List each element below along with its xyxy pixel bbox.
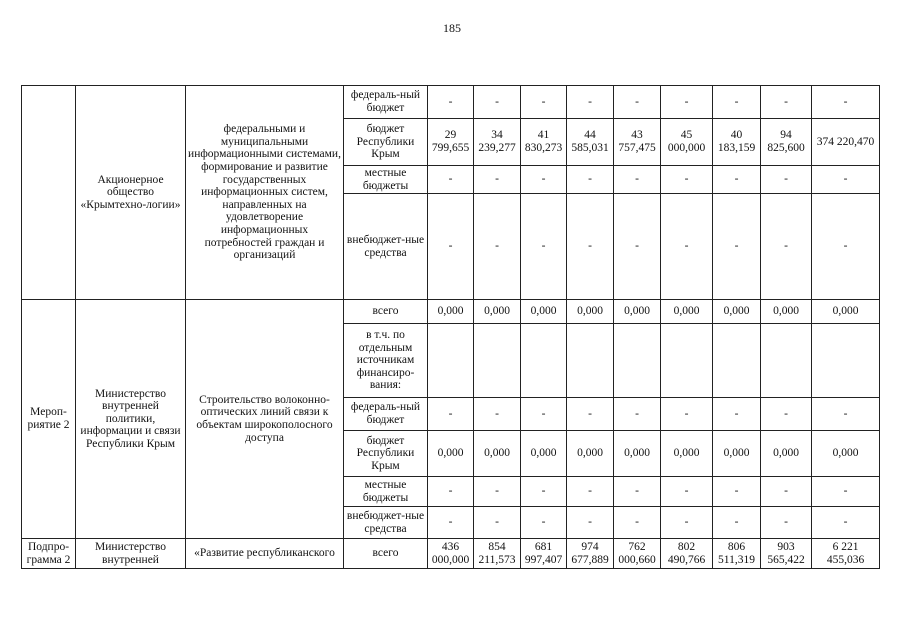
value-cell: 0,000 <box>761 300 812 324</box>
table-row <box>22 300 880 324</box>
value-cell <box>521 324 567 398</box>
source-cell: местные бюджеты <box>344 166 428 194</box>
value-cell: 0,000 <box>428 300 474 324</box>
value-cell: 0,000 <box>614 431 661 477</box>
value-cell: - <box>521 194 567 300</box>
value-cell: - <box>474 166 521 194</box>
value-cell: - <box>567 166 614 194</box>
value-cell: - <box>812 507 880 539</box>
value-cell: - <box>713 507 761 539</box>
value-cell: 806 511,319 <box>713 539 761 569</box>
value-cell: - <box>614 86 661 119</box>
value-cell: 0,000 <box>661 431 713 477</box>
table-row <box>22 539 880 569</box>
value-cell <box>812 324 880 398</box>
source-cell: всего <box>344 539 428 569</box>
item-cell <box>22 86 76 300</box>
budget-table <box>21 85 880 569</box>
value-cell: 44 585,031 <box>567 119 614 166</box>
description-cell: «Развитие республиканского <box>186 539 344 569</box>
source-cell: бюджет Республики Крым <box>344 431 428 477</box>
value-cell: 45 000,000 <box>661 119 713 166</box>
value-cell: 29 799,655 <box>428 119 474 166</box>
source-cell: бюджет Республики Крым <box>344 119 428 166</box>
description-cell: федеральными и муниципальными информационными системами, формирование и развитие государственных информационных систем, направленных на удовлетворение информационных потребностей граждан и организаций <box>186 86 344 300</box>
value-cell: - <box>567 477 614 507</box>
value-cell: - <box>661 398 713 431</box>
page-number: 185 <box>443 21 461 35</box>
value-cell: - <box>521 86 567 119</box>
value-cell: - <box>614 166 661 194</box>
value-cell: - <box>812 477 880 507</box>
value-cell: 0,000 <box>521 300 567 324</box>
value-cell: - <box>567 398 614 431</box>
value-cell: - <box>428 166 474 194</box>
value-cell: 0,000 <box>761 431 812 477</box>
value-cell: 6 221 455,036 <box>812 539 880 569</box>
value-cell <box>428 324 474 398</box>
source-cell: внебюджет-ные средства <box>344 507 428 539</box>
value-cell: - <box>521 477 567 507</box>
source-cell: внебюджет-ные средства <box>344 194 428 300</box>
value-cell: - <box>614 194 661 300</box>
value-cell: - <box>614 507 661 539</box>
value-cell: 0,000 <box>474 431 521 477</box>
value-cell: 0,000 <box>521 431 567 477</box>
value-cell: - <box>661 166 713 194</box>
responsible-cell: Акционерное общество «Крымтехно-логии» <box>76 86 186 300</box>
table-row <box>22 86 880 119</box>
value-cell: - <box>761 194 812 300</box>
value-cell: - <box>761 398 812 431</box>
value-cell: - <box>474 477 521 507</box>
responsible-cell: Министерство внутренней политики, информации и связи Республики Крым <box>76 300 186 539</box>
source-cell: федераль-ный бюджет <box>344 86 428 119</box>
value-cell: - <box>661 477 713 507</box>
value-cell: 41 830,273 <box>521 119 567 166</box>
value-cell: 0,000 <box>661 300 713 324</box>
value-cell: - <box>713 166 761 194</box>
item-cell: Подпро-грамма 2 <box>22 539 76 569</box>
value-cell: - <box>661 86 713 119</box>
value-cell: 0,000 <box>614 300 661 324</box>
value-cell: 903 565,422 <box>761 539 812 569</box>
source-cell: в т.ч. по отдельным источникам финансиро-вания: <box>344 324 428 398</box>
value-cell: - <box>614 398 661 431</box>
value-cell: - <box>661 194 713 300</box>
value-cell: 0,000 <box>713 300 761 324</box>
value-cell: - <box>474 86 521 119</box>
value-cell: - <box>428 398 474 431</box>
value-cell: - <box>761 166 812 194</box>
value-cell: - <box>567 86 614 119</box>
source-cell: всего <box>344 300 428 324</box>
value-cell: - <box>521 166 567 194</box>
value-cell: - <box>474 398 521 431</box>
value-cell: - <box>567 507 614 539</box>
value-cell: 94 825,600 <box>761 119 812 166</box>
value-cell: - <box>812 86 880 119</box>
value-cell: 374 220,470 <box>812 119 880 166</box>
value-cell: - <box>713 398 761 431</box>
value-cell: - <box>428 86 474 119</box>
value-cell <box>661 324 713 398</box>
value-cell: - <box>474 507 521 539</box>
value-cell: - <box>567 194 614 300</box>
value-cell <box>614 324 661 398</box>
value-cell: - <box>521 398 567 431</box>
value-cell: - <box>713 477 761 507</box>
value-cell: 40 183,159 <box>713 119 761 166</box>
value-cell <box>713 324 761 398</box>
value-cell: - <box>474 194 521 300</box>
value-cell: - <box>761 477 812 507</box>
value-cell <box>567 324 614 398</box>
value-cell: - <box>761 86 812 119</box>
value-cell: 762 000,660 <box>614 539 661 569</box>
source-cell: федераль-ный бюджет <box>344 398 428 431</box>
value-cell: - <box>428 507 474 539</box>
value-cell: - <box>812 398 880 431</box>
value-cell: - <box>614 477 661 507</box>
value-cell: 854 211,573 <box>474 539 521 569</box>
value-cell: 0,000 <box>713 431 761 477</box>
value-cell: 0,000 <box>428 431 474 477</box>
value-cell: - <box>761 507 812 539</box>
value-cell: 681 997,407 <box>521 539 567 569</box>
value-cell: - <box>428 477 474 507</box>
value-cell: 0,000 <box>567 431 614 477</box>
source-cell: местные бюджеты <box>344 477 428 507</box>
value-cell <box>761 324 812 398</box>
value-cell: 0,000 <box>474 300 521 324</box>
value-cell: 436 000,000 <box>428 539 474 569</box>
value-cell: - <box>713 86 761 119</box>
value-cell: - <box>713 194 761 300</box>
value-cell: - <box>812 194 880 300</box>
value-cell: 0,000 <box>812 300 880 324</box>
description-cell: Строительство волоконно-оптических линий связи к объектам широкополосного доступа <box>186 300 344 539</box>
responsible-cell: Министерство внутренней <box>76 539 186 569</box>
value-cell: - <box>521 507 567 539</box>
value-cell: 43 757,475 <box>614 119 661 166</box>
value-cell: 974 677,889 <box>567 539 614 569</box>
value-cell: 34 239,277 <box>474 119 521 166</box>
value-cell: 802 490,766 <box>661 539 713 569</box>
value-cell: - <box>428 194 474 300</box>
value-cell: - <box>661 507 713 539</box>
value-cell: - <box>812 166 880 194</box>
item-cell: Мероп-риятие 2 <box>22 300 76 539</box>
value-cell: 0,000 <box>567 300 614 324</box>
value-cell <box>474 324 521 398</box>
value-cell: 0,000 <box>812 431 880 477</box>
